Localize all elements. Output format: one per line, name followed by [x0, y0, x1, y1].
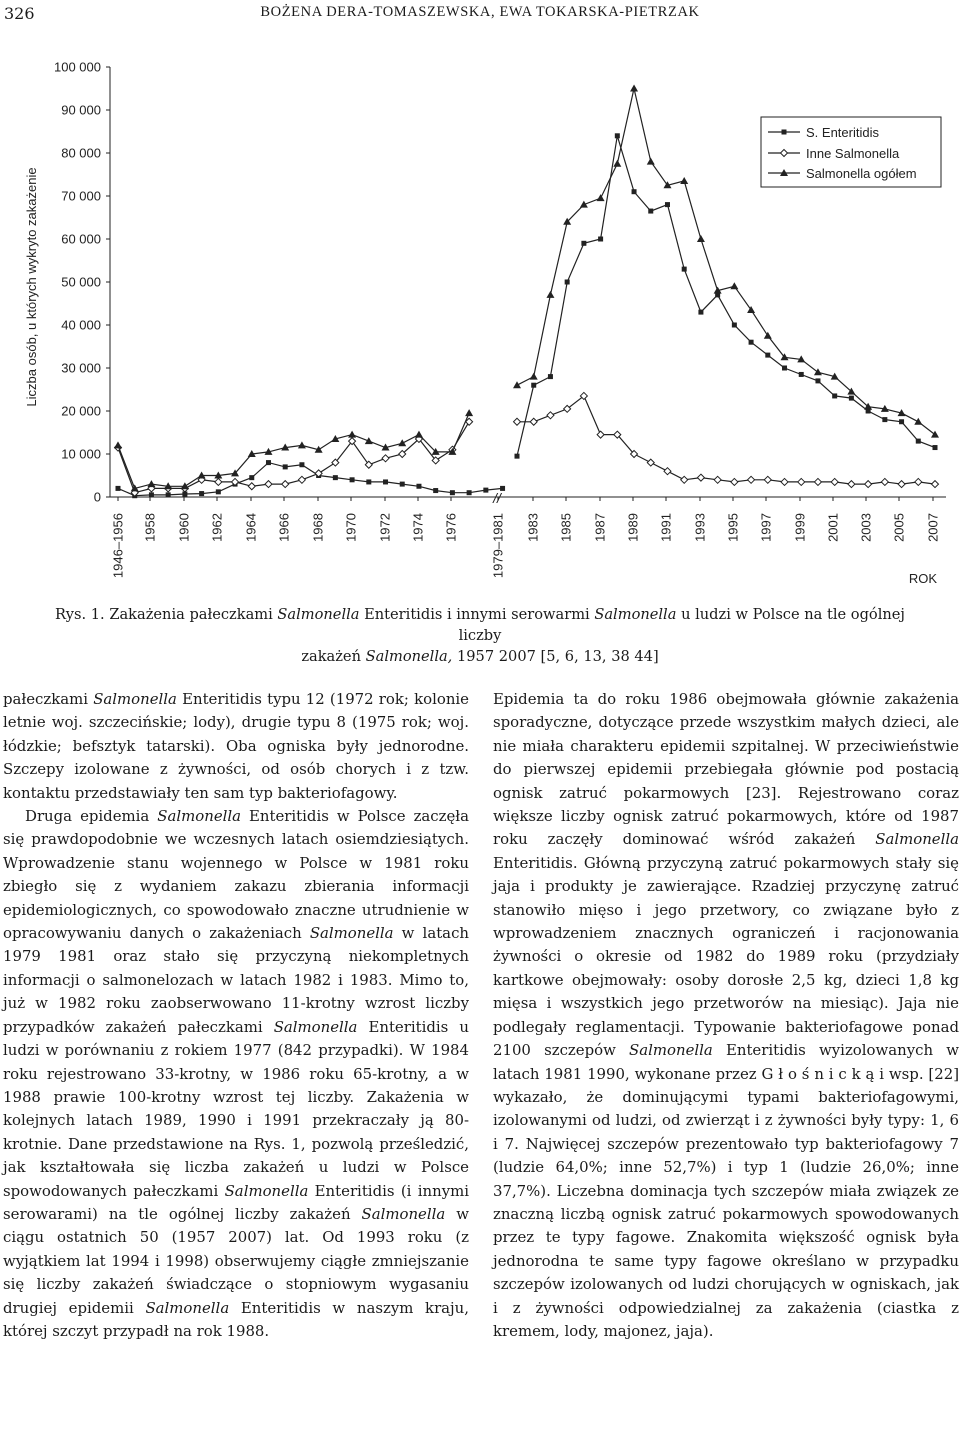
y-axis-ticks: [54, 60, 110, 505]
data-point-diamond: [647, 459, 654, 466]
data-point-diamond: [298, 476, 305, 483]
x-tick-label: 1987: [592, 513, 608, 542]
data-point-square: [199, 491, 204, 496]
data-point-square: [416, 484, 421, 489]
data-point-diamond: [865, 481, 872, 488]
data-point-square: [366, 479, 371, 484]
x-tick-label: 1993: [692, 513, 708, 542]
data-point-diamond: [265, 481, 272, 488]
series-line-before-break: [118, 422, 469, 493]
right-text-column: [493, 688, 959, 1343]
data-point-square: [815, 378, 820, 383]
x-tick-label: 1962: [209, 513, 225, 542]
x-tick-label: 2007: [925, 513, 941, 542]
data-point-square: [682, 267, 687, 272]
y-tick-label: 80 000: [61, 145, 101, 161]
data-point-triangle: [914, 418, 922, 425]
data-point-diamond: [248, 483, 255, 490]
data-point-triangle: [298, 441, 306, 448]
legend-label-ogolem: Salmonella ogółem: [806, 166, 917, 181]
data-point-square: [249, 475, 254, 480]
data-point-square: [648, 209, 653, 214]
data-point-square: [765, 353, 770, 358]
data-point-diamond: [664, 468, 671, 475]
series-line-before-break: [118, 413, 469, 488]
x-tick-label: 1991: [658, 513, 674, 542]
data-point-triangle: [613, 160, 621, 167]
x-tick-label: 1985: [558, 513, 574, 542]
data-point-triangle: [415, 431, 423, 438]
data-point-triangle: [680, 177, 688, 184]
data-point-triangle: [147, 480, 155, 487]
data-point-diamond: [215, 478, 222, 485]
data-point-diamond: [714, 476, 721, 483]
data-point-square: [116, 486, 121, 491]
x-tick-label: 1968: [310, 513, 326, 542]
data-point-diamond: [681, 476, 688, 483]
caption-text: Enteritidis i innymi serowarmi: [364, 606, 590, 623]
data-point-diamond: [881, 478, 888, 485]
page-header: [0, 0, 960, 30]
x-tick-label: 1983: [525, 513, 541, 542]
x-tick-label: 1989: [625, 513, 641, 542]
x-tick-label: 2005: [891, 513, 907, 542]
data-point-diamond: [597, 431, 604, 438]
data-point-square: [216, 489, 221, 494]
x-tick-label: 1979–1981: [490, 513, 506, 579]
x-tick-label: 2001: [825, 513, 841, 542]
data-point-triangle: [747, 306, 755, 313]
x-axis-ticks: [111, 497, 941, 578]
data-point-square: [832, 393, 837, 398]
series-2: [115, 392, 939, 496]
caption-text: 1957 2007 [5, 6, 13, 38 44]: [456, 648, 659, 665]
data-point-square: [849, 396, 854, 401]
data-point-square: [266, 460, 271, 465]
y-tick-label: 40 000: [61, 317, 101, 333]
x-tick-label: 1960: [176, 513, 192, 542]
data-point-triangle: [530, 373, 538, 380]
data-point-triangle: [764, 332, 772, 339]
data-point-square: [400, 482, 405, 487]
y-tick-label: 30 000: [61, 360, 101, 376]
data-point-square: [333, 475, 338, 480]
data-point-square: [548, 374, 553, 379]
caption-italic: Salmonella: [277, 606, 360, 623]
data-point-square: [782, 366, 787, 371]
x-tick-label: 1970: [343, 513, 359, 542]
x-tick-label: 1966: [276, 513, 292, 542]
x-tick-label: 1995: [725, 513, 741, 542]
data-point-triangle: [465, 409, 473, 416]
caption-italic: Salmonella,: [365, 648, 453, 665]
data-point-triangle: [398, 439, 406, 446]
data-point-triangle: [114, 441, 122, 448]
data-point-square: [531, 383, 536, 388]
page-number: 326: [4, 4, 35, 23]
data-point-diamond: [530, 418, 537, 425]
data-point-diamond: [798, 478, 805, 485]
data-point-diamond: [898, 481, 905, 488]
data-point-square: [799, 372, 804, 377]
data-point-diamond: [514, 418, 521, 425]
data-point-diamond: [781, 478, 788, 485]
data-point-square: [433, 488, 438, 493]
x-tick-label: 1999: [792, 513, 808, 542]
data-point-diamond: [932, 481, 939, 488]
legend-label-inne: Inne Salmonella: [806, 146, 900, 161]
x-tick-label: 1976: [443, 513, 459, 542]
left-text-column: [3, 688, 469, 1343]
data-point-square: [732, 323, 737, 328]
data-point-square: [665, 202, 670, 207]
x-tick-label: 2003: [858, 513, 874, 542]
data-point-triangle: [647, 158, 655, 165]
series-1: [116, 133, 938, 498]
data-point-square: [149, 492, 154, 497]
chart-legend: [761, 117, 941, 187]
data-point-diamond: [814, 478, 821, 485]
salmonella-line-chart: [0, 40, 960, 592]
data-point-square: [299, 462, 304, 467]
data-point-square: [882, 417, 887, 422]
y-tick-label: 90 000: [61, 102, 101, 118]
figure-caption: [40, 604, 920, 667]
data-point-square: [515, 454, 520, 459]
y-tick-label: 100 000: [54, 59, 101, 75]
legend-marker-square: [782, 130, 787, 135]
y-tick-label: 50 000: [61, 274, 101, 290]
data-point-diamond: [282, 481, 289, 488]
data-point-square: [166, 492, 171, 497]
axis-break-marker: //: [493, 490, 501, 506]
data-point-triangle: [513, 381, 521, 388]
y-tick-label: 70 000: [61, 188, 101, 204]
data-point-diamond: [764, 476, 771, 483]
data-point-square: [632, 189, 637, 194]
data-point-triangle: [814, 368, 822, 375]
data-point-square: [615, 133, 620, 138]
data-point-triangle: [348, 431, 356, 438]
y-tick-label: 10 000: [61, 446, 101, 462]
left-paragraph-2: Druga epidemia Salmonella Enteritidis w Polsce zaczęła się prawdopodobnie we wczesnych latach osiemdziesiątych. Wprowadzenie stanu wojennego w Polsce w 1981 roku zbiegło się z wydaniem zakazu zbierania informacji epidemiologicznych, co spowodowało znaczne utrudnienie w opracowywaniu danych o zakażeniach Salmonella w latach 1979 1981 oraz stało się przyczyną niekompletnych informacji o salmonelozach w latach 1982 i 1983. Mimo to, już w 1982 roku zaobserwowano 11-krotny wzrost liczby przypadków zakażeń pałeczkami Salmonella Enteritidis u ludzi w porównaniu z rokiem 1977 (842 przypadki). W 1984 roku rejestrowano 33-krotny, w 1986 roku 65-krotny, a w 1988 prawie 100-krotny wzrost tej liczby. Zakażenia w kolejnych latach 1989, 1990 i 1991 przekraczały ją 80-krotnie. Dane przedstawione na Rys. 1, pozwolą prześledzić, jak kształtowała się liczba zakażeń u ludzi w Polsce spowodowanych pałeczkami Salmonella Enteritidis (i innymi serowarami) na tle ogólnej liczby zakażeń Salmonella w ciągu ostatnich 50 (1957 2007) lat. Od 1993 roku (z wyjątkiem lat 1994 i 1998) obserwujemy ciągłe zmniejszanie się liczby zakażeń świadczące o stopniowym wygasaniu drugiej epidemii Salmonella Enteritidis w naszym kraju, której szczyt przypadł na rok 1988.: [3, 807, 470, 1340]
data-point-square: [383, 479, 388, 484]
legend-label-enteritidis: S. Enteritidis: [806, 125, 879, 140]
data-point-square: [899, 419, 904, 424]
data-point-square: [565, 280, 570, 285]
data-point-triangle: [597, 194, 605, 201]
y-tick-label: 60 000: [61, 231, 101, 247]
series-line-after-break: [517, 396, 935, 484]
right-paragraph-1: Epidemia ta do roku 1986 obejmowała głównie zakażenia sporadyczne, dotyczące przede wszystkim małych dzieci, ale nie miała charakteru epidemii szpitalnej. W przeciwieństwie do pierwszej epidemii przebiegała głównie pod postacią ognisk zatruć pokarmowych [23]. Rejestrowano coraz większe liczby ognisk zatruć pokarmowych, które od 1987 roku zaczęły dominować wśród zakażeń Salmonella Enteritidis. Główną przyczyną zatruć pokarmowych stały się jaja i produkty je zawierające. Rzadziej przyczynę zatruć stanowiło mięso i jego przetwory, co związane było z wprowadzeniem znacznych ograniczeń i racjonowania żywności o okresie od 1982 do 1989 roku (przydziały kartkowe obejmowały: osoby dorosłe 2,5 kg, dzieci 1,8 kg mięsa i wszystkich jego przetworów na miesiąc). Jaja nie podlegały reglamentacji. Typowanie bakteriofagowe ponad 2100 szczepów Salmonella Enteritidis wyizolowanych w latach 1981 1990, wykonane przez G ł o ś n i c k ą i wsp. [22] wykazało, że dominującymi typami bakteriofagowymi, izolowanymi od ludzi, od zwierząt i z żywności były typy: 1, 6 i 7. Najwięcej szczepów prezentowało typ bakteriofagowy 7 (ludzie 64,0%; inne 52,7%) i typ 1 (ludzie 26,0%; inne 37,7%). Liczebna dominacja tych szczepów miała związek ze znaczną liczbą ognisk zatruć pokarmowych spowodowanych przez te typy fagowe. Znakomita większość ognisk była jednorodna te same typy fagowe określano w przypadku szczepów izolowanych od ludzi chorujących w ogniskach, jak i z żywności odpowiedzialnej za zakażenia (ciastka z kremem, lody, majonez, jaja).: [493, 690, 960, 1340]
data-point-triangle: [697, 235, 705, 242]
x-tick-label: 1997: [758, 513, 774, 542]
data-point-square: [483, 488, 488, 493]
y-axis-label: Liczba osób, u których wykryto zakażenie: [24, 167, 39, 407]
y-tick-label: 0: [93, 489, 101, 505]
x-tick-label: 1974: [410, 513, 426, 542]
x-tick-label: 1958: [142, 513, 158, 542]
caption-text: zakażeń: [301, 648, 361, 665]
running-head: BOŻENA DERA-TOMASZEWSKA, EWA TOKARSKA-PIETRZAK: [260, 4, 700, 20]
data-point-square: [698, 310, 703, 315]
data-point-square: [749, 340, 754, 345]
data-point-diamond: [831, 478, 838, 485]
data-point-diamond: [915, 478, 922, 485]
data-point-triangle: [546, 291, 554, 298]
data-point-diamond: [731, 478, 738, 485]
x-tick-label: 1972: [377, 513, 393, 542]
data-point-square: [350, 477, 355, 482]
data-point-square: [933, 445, 938, 450]
data-point-square: [283, 464, 288, 469]
y-tick-label: 20 000: [61, 403, 101, 419]
data-point-square: [581, 241, 586, 246]
data-point-diamond: [382, 455, 389, 462]
caption-text: u ludzi w Polsce na tle ogólnej liczby: [458, 606, 905, 644]
series-line-before-break: [118, 463, 469, 496]
caption-italic: Salmonella: [594, 606, 677, 623]
data-point-square: [450, 490, 455, 495]
data-point-triangle: [730, 282, 738, 289]
data-point-square: [598, 237, 603, 242]
data-point-diamond: [748, 476, 755, 483]
left-paragraph-1: pałeczkami Salmonella Enteritidis typu 12 (1972 rok; kolonie letnie woj. szczecińskie; lody), drugie typu 8 (1975 rok; woj. łódzkie; befsztyk tatarski). Oba ogniska były jednorodne. Szczepy izolowane z żywności, od osób chorych i z tzw. kontaktu przedstawiały ten sam typ bakteriofagowy.: [3, 690, 469, 802]
data-point-diamond: [547, 412, 554, 419]
x-tick-label: 1964: [243, 513, 259, 542]
data-point-square: [916, 439, 921, 444]
data-point-diamond: [697, 474, 704, 481]
x-axis-label: ROK: [908, 571, 937, 586]
caption-text: Rys. 1. Zakażenia pałeczkami: [55, 606, 273, 623]
x-tick-label: 1946–1956: [110, 513, 126, 579]
data-point-triangle: [630, 85, 638, 92]
data-point-diamond: [848, 481, 855, 488]
